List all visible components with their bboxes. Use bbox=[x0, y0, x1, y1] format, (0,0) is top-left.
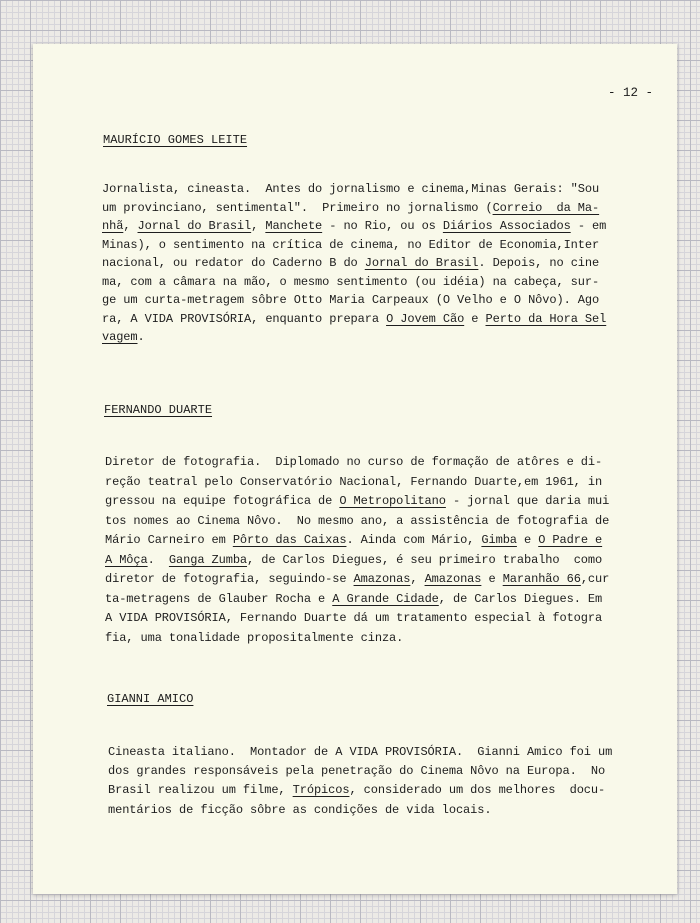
underlined-title: Jornal do Brasil bbox=[137, 219, 252, 233]
underlined-title: A Môça bbox=[105, 552, 148, 567]
underlined-title: Maranhão 66 bbox=[502, 572, 581, 586]
text-segment: , bbox=[410, 572, 425, 586]
text-line bbox=[105, 592, 602, 606]
text-segment: diretor de fotografia, seguindo-se bbox=[105, 572, 354, 586]
underlined-title: Amazonas bbox=[424, 572, 482, 586]
text-segment: e bbox=[464, 311, 486, 326]
text-line bbox=[108, 783, 605, 797]
text-segment: - no Rio, ou os bbox=[322, 219, 443, 233]
underlined-title: Ganga Zumba bbox=[168, 552, 248, 567]
text-line bbox=[102, 238, 599, 252]
text-segment: Minas), o sentimento na crítica de cinema, no Editor de Economia,Inter bbox=[102, 237, 600, 252]
underlined-title: Diários Associados bbox=[442, 219, 571, 233]
page-number: - 12 - bbox=[608, 86, 654, 100]
text-line bbox=[105, 553, 602, 567]
text-line bbox=[105, 514, 609, 528]
text-segment: Mário Carneiro em bbox=[105, 533, 233, 547]
text-segment: fia, uma tonalidade propositalmente cinza. bbox=[105, 630, 404, 645]
text-segment: . bbox=[137, 330, 145, 344]
text-segment: , bbox=[251, 219, 266, 233]
underlined-title: O Metropolitano bbox=[339, 494, 446, 508]
text-segment: um provinciano, sentimental". Primeiro no jornalismo ( bbox=[102, 200, 493, 215]
text-line bbox=[108, 764, 605, 778]
text-segment: nacional, ou redator do Caderno B do bbox=[102, 256, 365, 270]
text-line bbox=[102, 312, 606, 326]
text-line bbox=[102, 201, 599, 215]
text-line bbox=[102, 293, 599, 307]
underlined-title: Pôrto das Caixas bbox=[232, 533, 347, 547]
section-heading-mauricio: MAURÍCIO GOMES LEITE bbox=[103, 133, 248, 147]
text-segment: gressou na equipe fotográfica de bbox=[105, 494, 340, 508]
text-segment: mentários de ficção sôbre as condições de vida locais. bbox=[108, 802, 492, 817]
text-segment: reção teatral pelo Conservatório Nacional, Fernando Duarte,em 1961, in bbox=[105, 474, 603, 489]
text-line bbox=[105, 631, 403, 645]
text-segment: . Depois, no cine bbox=[478, 256, 600, 270]
text-segment: , de Carlos Diegues, é seu primeiro trabalho como bbox=[247, 552, 603, 567]
text-segment: Cineasta italiano. Montador de A VIDA PROVISÓRIA. Gianni Amico foi um bbox=[108, 745, 613, 759]
text-segment: Jornalista, cineasta. Antes do jornalismo e cinema,Minas Gerais: "Sou bbox=[102, 182, 600, 196]
text-line bbox=[105, 572, 609, 586]
section-heading-fernando: FERNANDO DUARTE bbox=[104, 403, 213, 417]
text-line bbox=[105, 475, 602, 489]
text-segment: ge um curta-metragem sôbre Otto Maria Carpeaux (O Velho e O Nôvo). Ago bbox=[102, 293, 600, 307]
underlined-title: Perto da Hora Sel bbox=[485, 311, 607, 326]
section-heading-gianni: GIANNI AMICO bbox=[107, 692, 194, 706]
text-segment: Brasil realizou um filme, bbox=[108, 783, 293, 798]
text-segment: - jornal que daria mui bbox=[445, 494, 610, 508]
text-line bbox=[108, 745, 612, 759]
text-segment: ,cur bbox=[580, 572, 610, 586]
text-line bbox=[105, 611, 602, 625]
underlined-title: nhã bbox=[102, 219, 124, 233]
text-line bbox=[102, 256, 599, 270]
underlined-title: O Jovem Cão bbox=[386, 311, 465, 326]
text-line bbox=[108, 803, 491, 817]
text-segment: tos nomes ao Cinema Nôvo. No mesmo ano, a assistência de fotografia de bbox=[105, 513, 610, 528]
text-segment: ma, com a câmara na mão, o mesmo sentimento (ou idéia) na cabeça, sur- bbox=[102, 274, 600, 289]
text-segment: dos grandes responsáveis pela penetração do Cinema Nôvo na Europa. No bbox=[108, 764, 606, 779]
text-line bbox=[105, 455, 602, 469]
text-segment: . bbox=[147, 552, 169, 567]
text-segment: , considerado um dos melhores docu- bbox=[349, 783, 606, 798]
text-segment: . Ainda com Mário, bbox=[346, 533, 482, 547]
text-line bbox=[105, 494, 609, 508]
text-line bbox=[105, 533, 602, 547]
text-segment: e bbox=[481, 572, 503, 586]
text-segment: e bbox=[516, 533, 539, 547]
text-segment: ra, A VIDA PROVISÓRIA, enquanto prepara bbox=[102, 311, 387, 326]
underlined-title: vagem bbox=[102, 330, 138, 344]
underlined-title: Jornal do Brasil bbox=[364, 256, 479, 270]
text-segment: , de Carlos Diegues. Em bbox=[438, 591, 603, 606]
underlined-title: O Padre e bbox=[538, 533, 603, 547]
text-line bbox=[102, 330, 145, 344]
underlined-title: Trópicos bbox=[292, 783, 350, 798]
text-line bbox=[102, 219, 606, 233]
text-segment: ta-metragens de Glauber Rocha e bbox=[105, 591, 333, 606]
text-segment: , bbox=[123, 219, 138, 233]
text-segment: Diretor de fotografia. Diplomado no curso de formação de atôres e di- bbox=[105, 455, 603, 469]
underlined-title: Manchete bbox=[265, 219, 323, 233]
text-line bbox=[102, 182, 599, 196]
underlined-title: Amazonas bbox=[353, 572, 411, 586]
underlined-title: Correio da Ma- bbox=[492, 200, 600, 215]
text-line bbox=[102, 275, 599, 289]
underlined-title: A Grande Cidade bbox=[332, 591, 439, 606]
text-segment: - em bbox=[570, 219, 607, 233]
underlined-title: Gimba bbox=[481, 533, 517, 547]
text-segment: A VIDA PROVISÓRIA, Fernando Duarte dá um tratamento especial à fotogra bbox=[105, 611, 603, 625]
